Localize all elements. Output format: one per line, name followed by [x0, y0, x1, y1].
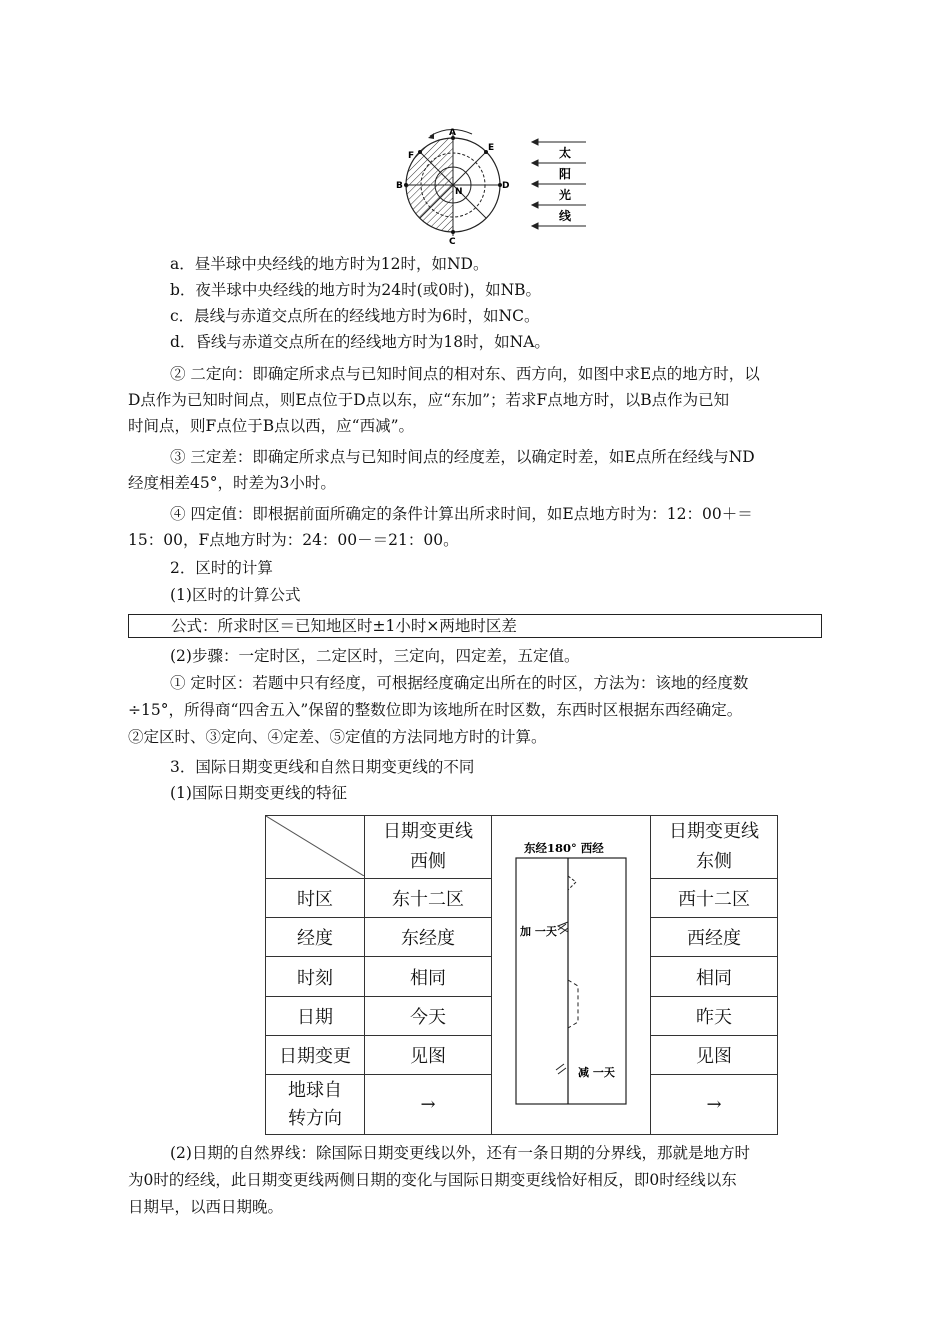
text-line: ÷15°，所得商“四舍五入”保留的整数位即为该地所在时区数，东西时区根据东西经确定。	[128, 701, 743, 719]
label-n: N	[455, 187, 463, 197]
text-line: ③ 三定差：即确定所求点与已知时间点的经度差，以确定时差，如E点所在经线与ND	[170, 448, 755, 466]
formula-box	[128, 614, 822, 638]
formula-text: 公式：所求时区＝已知地区时±1小时×两地时区差	[171, 617, 517, 635]
sunlight-char-2: 阳	[559, 167, 572, 181]
west-header: 日期变更线西侧	[365, 816, 492, 879]
west-cell: →	[365, 1075, 492, 1135]
longitude-label: 东经180° 西经	[524, 841, 604, 855]
add-one-day-label: 加 一天	[520, 925, 557, 938]
text-line: ① 定时区：若题中只有经度，可根据经度确定出所在的时区，方法为：该地的经度数	[170, 674, 749, 692]
row-label: 地球自转方向	[266, 1075, 365, 1135]
date-line-table	[265, 815, 778, 1135]
label-d: D	[502, 181, 510, 191]
west-cell: 见图	[365, 1035, 492, 1074]
text-line: ④ 四定值：即根据前面所确定的条件计算出所求时间，如E点地方时为：12：00＋＝	[170, 505, 753, 523]
subsection-heading: (1)区时的计算公式	[170, 586, 301, 604]
east-cell: 西经度	[651, 918, 778, 957]
text-line: D点作为已知时间点，则E点位于D点以东，应“东加”；若求F点地方时，以B点作为已知	[128, 391, 730, 409]
sunlight-char-1: 太	[559, 146, 572, 160]
text-line: ② 二定向：即确定所求点与已知时间点的相对东、西方向，如图中求E点的地方时，以	[170, 365, 760, 383]
row-label: 日期	[266, 996, 365, 1035]
subtract-one-day-label: 减 一天	[578, 1066, 615, 1079]
west-cell: 相同	[365, 957, 492, 996]
text-line: b．夜半球中央经线的地方时为24时(或0时)，如NB。	[170, 281, 542, 299]
east-header: 日期变更线东侧	[651, 816, 778, 879]
diagonal-line	[266, 816, 364, 876]
east-cell: 相同	[651, 957, 778, 996]
date-line-figure	[492, 816, 650, 1134]
row-label: 日期变更	[266, 1035, 365, 1074]
text-line: 15：00，F点地方时为：24：00－＝21：00。	[128, 531, 459, 549]
polar-view-diagram	[392, 124, 592, 248]
west-cell: 东十二区	[365, 878, 492, 917]
date-line-figure-cell	[492, 816, 651, 1135]
east-cell: 见图	[651, 1035, 778, 1074]
text-line: c．晨线与赤道交点所在的经线地方时为6时，如NC。	[170, 307, 540, 325]
label-e: E	[488, 143, 495, 153]
east-cell: →	[651, 1075, 778, 1135]
row-label: 时刻	[266, 957, 365, 996]
row-label: 时区	[266, 878, 365, 917]
text-line: d．昏线与赤道交点所在的经线地方时为18时，如NA。	[170, 333, 550, 351]
text-line: 为0时的经线，此日期变更线两侧日期的变化与国际日期变更线恰好相反，即0时经线以东	[128, 1171, 737, 1189]
east-cell: 昨天	[651, 996, 778, 1035]
section-heading: 2．区时的计算	[170, 559, 273, 577]
sunlight-char-3: 光	[559, 188, 572, 202]
east-cell: 西十二区	[651, 878, 778, 917]
subsection-heading: (1)国际日期变更线的特征	[170, 784, 347, 802]
text-line: a．昼半球中央经线的地方时为12时，如ND。	[170, 255, 489, 273]
label-a: A	[449, 128, 456, 138]
text-line: (2)日期的自然界线：除国际日期变更线以外，还有一条日期的分界线，那就是地方时	[170, 1144, 750, 1162]
text-line: ②定区时、③定向、④定差、⑤定值的方法同地方时的计算。	[128, 728, 547, 746]
sunlight-char-4: 线	[559, 209, 572, 223]
text-line: 经度相差45°，时差为3小时。	[128, 474, 336, 492]
text-line: (2)步骤：一定时区，二定区时，三定向，四定差，五定值。	[170, 647, 580, 665]
text-line: 时间点，则F点位于B点以西，应“西减”。	[128, 417, 414, 435]
west-cell: 东经度	[365, 918, 492, 957]
label-f: F	[408, 151, 415, 161]
row-label: 经度	[266, 918, 365, 957]
label-b: B	[396, 181, 403, 191]
polar-view-figure	[392, 124, 592, 248]
label-c: C	[449, 237, 456, 247]
text-line: 日期早，以西日期晚。	[128, 1198, 284, 1216]
section-heading: 3．国际日期变更线和自然日期变更线的不同	[170, 758, 475, 776]
table-corner-cell	[266, 816, 365, 879]
west-cell: 今天	[365, 996, 492, 1035]
